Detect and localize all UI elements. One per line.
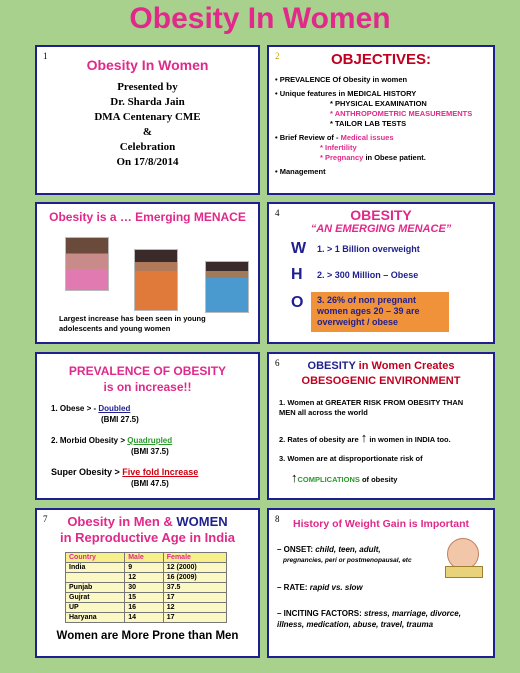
slide-5 [35, 352, 260, 500]
slide-1 [35, 45, 260, 195]
slide-4 [267, 202, 495, 344]
scale-icon [445, 566, 483, 578]
item-label: – INCITING FACTORS: [277, 609, 364, 618]
item-value: child, teen, adult, [315, 545, 381, 554]
slide-7 [35, 508, 260, 658]
point-text: COMPLICATIONS [297, 475, 360, 484]
slide-number: 1 [43, 51, 48, 61]
point-text: INDIA too. [414, 435, 451, 444]
point-4 [291, 470, 397, 485]
slide-number: 4 [275, 208, 280, 218]
item-label: – RATE: [277, 583, 310, 592]
row-value: Doubled [98, 404, 131, 413]
title-part: OBESITY [307, 360, 356, 372]
bullet-text: Management [279, 167, 326, 176]
item-value: rapid vs. slow [309, 583, 363, 592]
letter-o: O [291, 294, 304, 311]
line: Celebration [119, 141, 176, 153]
row-label: 1. Obese > - [51, 404, 99, 413]
point-text: of obesity [359, 475, 398, 484]
point-3: 3. Women are at disproportionate risk of [279, 454, 423, 463]
table-cell: Gujrat [66, 593, 125, 603]
rate-item [277, 583, 363, 592]
woman-photo-1 [65, 237, 109, 291]
table-row [66, 613, 227, 623]
point-1: 1. > 1 Billion overweight [317, 244, 420, 254]
row-3 [51, 467, 198, 488]
page-title: Obesity In Women [129, 2, 391, 35]
point-2 [279, 430, 494, 445]
row-value: Quadrupled [127, 436, 173, 445]
obesity-table [65, 552, 227, 623]
bullet-text: Unique features in MEDICAL HISTORY [279, 89, 417, 98]
row-2 [51, 436, 172, 456]
item-label: – ONSET: [277, 545, 316, 554]
table-cell: Haryana [66, 613, 125, 623]
line: & [142, 126, 153, 138]
sub-item: * TAILOR LAB TESTS [330, 119, 407, 128]
line: DMA Centenary CME [94, 111, 201, 123]
title-part: WOMEN [176, 514, 228, 529]
table-cell: 14 [125, 613, 164, 623]
table-cell: 12 [163, 603, 226, 613]
photo-caption: Largest increase has been seen in young adolescents and young women [59, 314, 206, 333]
point-text: 2. Rates of obesity are [279, 435, 359, 444]
table-row [66, 603, 227, 613]
bullet-text: PREVALENCE Of Obesity in women [279, 75, 408, 84]
item-value: pregnancies, peri or postmenopausal, etc [283, 557, 412, 564]
bullet: • Brief Review of - Medical issues [275, 133, 394, 142]
row-value: Five fold Increase [122, 467, 199, 477]
slide-title [269, 360, 493, 372]
slide-8 [267, 508, 495, 658]
row-label: Super Obesity > [51, 467, 123, 477]
table-cell: Punjab [66, 583, 125, 593]
slide-title: Obesity is a … Emerging MENACE [49, 210, 246, 224]
letter-h: H [291, 266, 303, 283]
up-arrow-icon: ↑ [291, 470, 298, 485]
table-cell: 15 [125, 593, 164, 603]
table-header: Female [163, 553, 226, 563]
sub-item: * Infertility [320, 143, 357, 152]
title-part: in Women Creates [355, 360, 455, 372]
slide-title: Obesity In Women [86, 57, 209, 73]
slide-title-line2: is on increase!! [103, 380, 192, 394]
sub-item-text: in Obese patient. [363, 153, 426, 162]
table-header: Male [125, 553, 164, 563]
bullet-text: Brief Review of - [279, 133, 341, 142]
point-text: in women in [369, 435, 413, 444]
sub-item: * ANTHROPOMETRIC MEASUREMENTS [330, 109, 473, 118]
slide-6 [267, 352, 495, 500]
table-row [66, 593, 227, 603]
row-bmi: (BMI 37.5) [131, 447, 169, 456]
table-cell: 12 [125, 573, 164, 583]
table-cell: 12 (2000) [163, 563, 226, 573]
bullet: • Unique features in MEDICAL HISTORY [275, 89, 417, 98]
onset-item [277, 544, 442, 566]
point-1: 1. Women at GREATER RISK FROM OBESITY THAN MEN all across the world [279, 398, 464, 417]
table-row [66, 583, 227, 593]
slide-title-line2: in Reproductive Age in India [59, 530, 236, 545]
row-bmi: (BMI 27.5) [101, 415, 139, 424]
line: Presented by [117, 81, 178, 93]
woman-photo-3 [205, 261, 249, 313]
slide-number: 7 [43, 514, 48, 524]
sub-item: * PHYSICAL EXAMINATION [330, 99, 427, 108]
bullet: • PREVALENCE Of Obesity in women [275, 75, 408, 84]
item-value: stress, marriage, divorce, illness, medication, abuse, travel, trauma [277, 609, 461, 629]
table-cell: 16 (2009) [163, 573, 226, 583]
slide-title: PREVALENCE OF OBESITY [68, 364, 227, 378]
letter-w: W [291, 240, 307, 257]
table-cell: 16 [125, 603, 164, 613]
slide-title-line2: OBESOGENIC ENVIRONMENT [301, 375, 461, 387]
bullet: • Management [275, 167, 326, 176]
table-cell: 17 [163, 593, 226, 603]
line: Dr. Sharda Jain [110, 96, 185, 108]
objectives-list [275, 75, 490, 177]
row-label: 2. Morbid Obesity > [51, 436, 128, 445]
sub-item-text: * Pregnancy [320, 153, 364, 162]
sub-item [275, 153, 490, 163]
inciting-factors-item [277, 608, 489, 630]
row-bmi: (BMI 47.5) [131, 479, 169, 488]
woman-photo-2 [134, 249, 178, 311]
table-cell: 30 [125, 583, 164, 593]
row-1 [51, 404, 139, 424]
title-part: Obesity in Men & [67, 514, 177, 529]
bullet-text: Medical issues [340, 133, 394, 142]
table-header-row [66, 553, 227, 563]
table-header: Country [66, 553, 125, 563]
slide-title [37, 514, 258, 529]
point-3-box: 3. 26% of non pregnant women ages 20 – 39 are overweight / obese [311, 292, 449, 332]
slide-number: 6 [275, 358, 280, 368]
slide-subtitle: “AN EMERGING MENACE” [310, 223, 452, 235]
slide-title: History of Weight Gain is Important [293, 518, 469, 530]
slide-number: 8 [275, 514, 280, 524]
table-row [66, 563, 227, 573]
line: On 17/8/2014 [116, 156, 179, 168]
table-cell: 17 [163, 613, 226, 623]
slide-number: 2 [275, 51, 280, 61]
table-cell: 37.5 [163, 583, 226, 593]
slide-3 [35, 202, 260, 344]
scale-illustration [441, 538, 485, 578]
table-cell: UP [66, 603, 125, 613]
up-arrow-icon: ↑ [360, 430, 368, 445]
slide-title: OBESITY [350, 207, 412, 223]
table-cell: 9 [125, 563, 164, 573]
slide-footer: Women are More Prone than Men [56, 630, 239, 642]
table-cell: India [66, 563, 125, 573]
slide-2 [267, 45, 495, 195]
table-row [66, 573, 227, 583]
point-2: 2. > 300 Million – Obese [317, 270, 419, 280]
slide-title: OBJECTIVES: [330, 51, 432, 68]
presenter-lines [37, 80, 258, 170]
table-cell [66, 573, 125, 583]
